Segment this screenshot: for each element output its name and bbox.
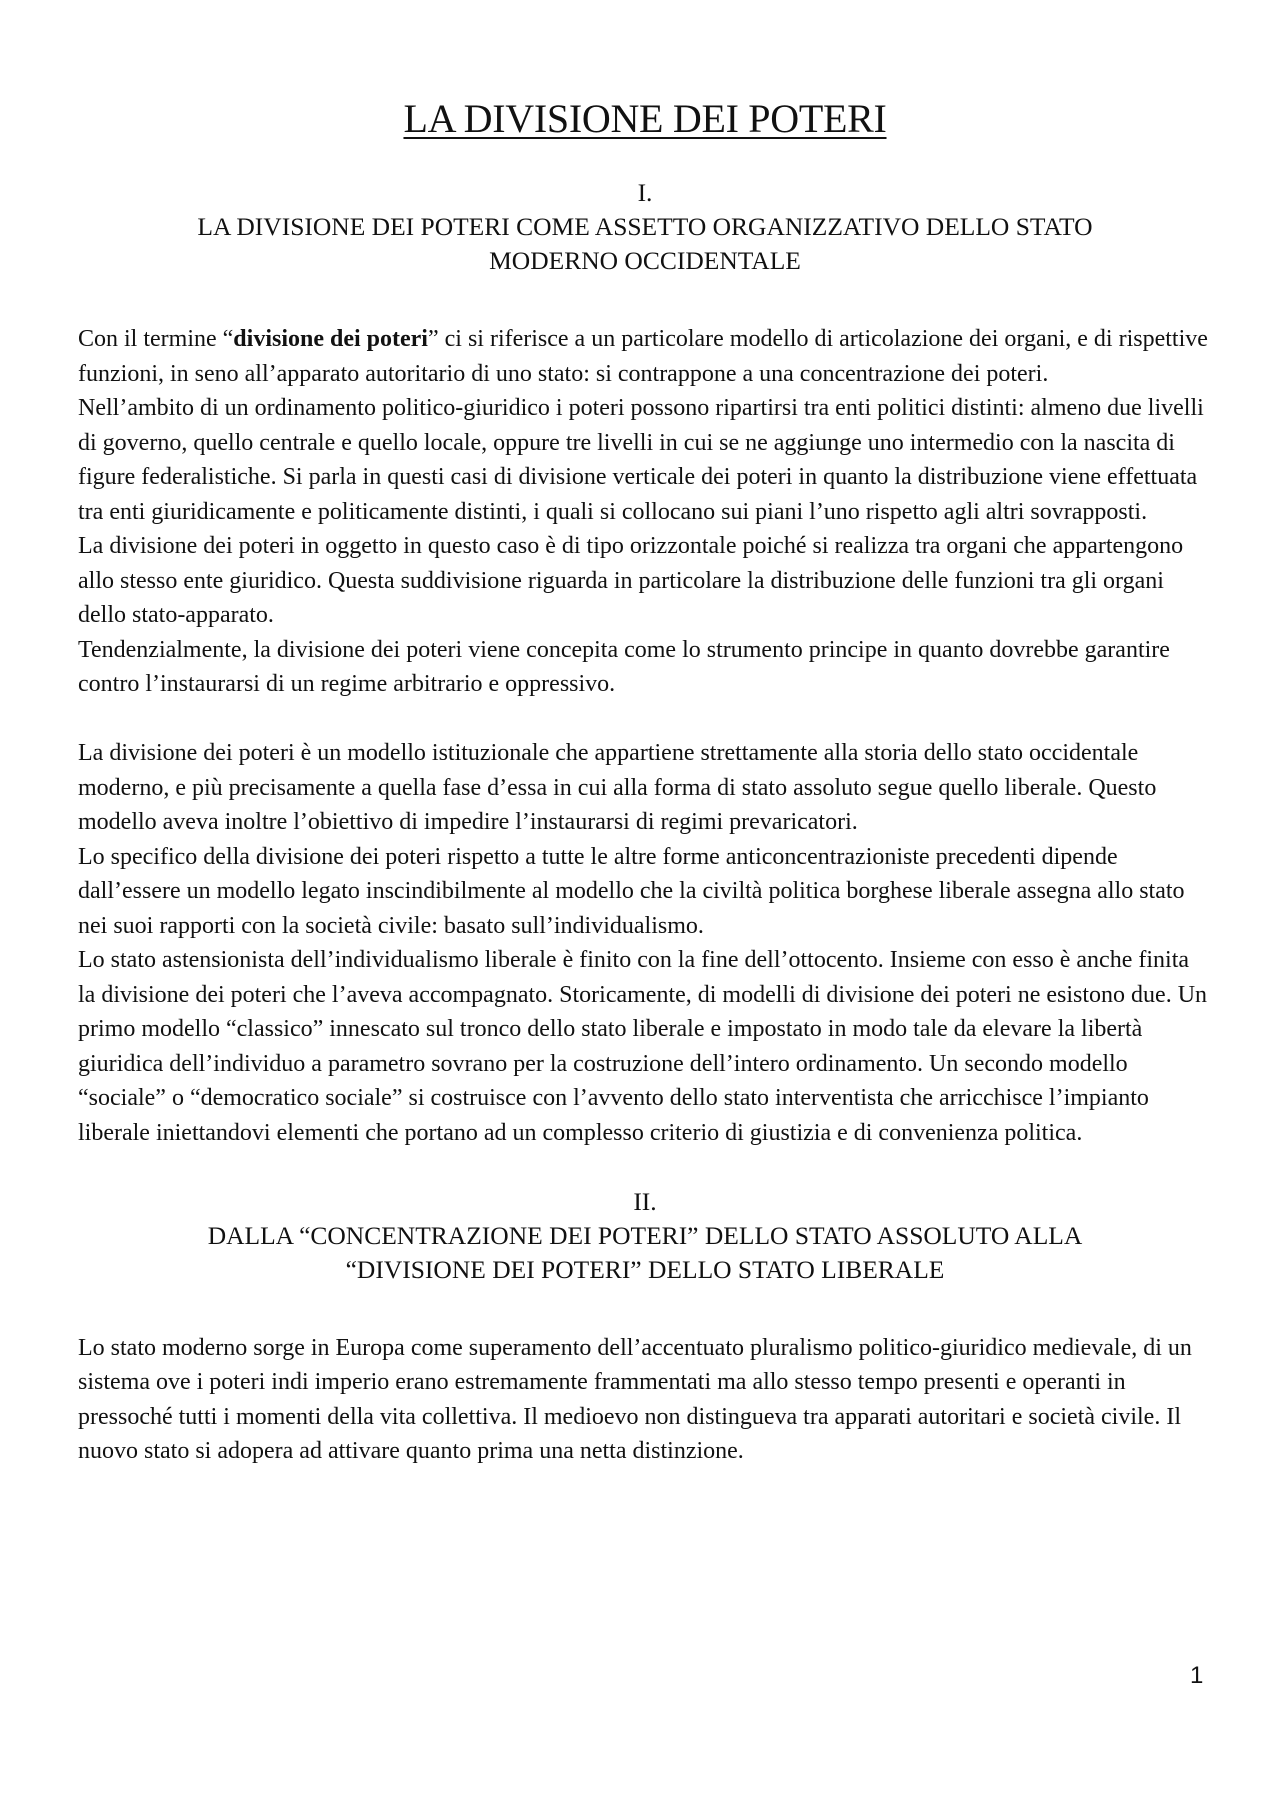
section-2-heading-line-2: “DIVISIONE DEI POTERI” DELLO STATO LIBERALE bbox=[345, 1254, 945, 1284]
page-number: 1 bbox=[1190, 1662, 1204, 1689]
section-1-heading-line-2: MODERNO OCCIDENTALE bbox=[489, 246, 801, 275]
paragraph-1-rest: ” ci si riferisce a un particolare modello di articolazione dei organi, e di rispettive funzioni, in seno all’apparato autoritario di uno stato: si contrappone a una concentrazione dei poteri. bbox=[78, 326, 1208, 387]
term-divisione-dei-poteri: divisione dei poteri bbox=[233, 326, 428, 352]
page-content bbox=[78, 96, 1212, 1469]
document-title: LA DIVISIONE DEI POTERI bbox=[403, 96, 887, 141]
section-2-heading-line-1: DALLA “CONCENTRAZIONE DEI POTERI” DELLO STATO ASSOLUTO ALLA bbox=[207, 1220, 1083, 1250]
section-2-paragraph-1: Lo stato moderno sorge in Europa come superamento dell’accentuato pluralismo politico-giuridico medievale, di un sistema ove i poteri indi imperio erano estremamente frammentati ma allo stesso tempo presenti e operanti in pressoché tutti i momenti della vita collettiva. Il medioevo non distingueva tra apparati autoritari e società civile. Il nuovo stato si adopera ad attivare quanto prima una netta distinzione. bbox=[78, 1334, 1192, 1464]
section-1-paragraph-7: Lo stato astensionista dell’individualismo liberale è finito con la fine dell’ottocento. Insieme con esso è anche finita la divisione dei poteri che l’aveva accompagnato. Storicamente, di modelli di divisione dei poteri ne esistono due. Un primo modello “classico” innescato sul tronco dello stato liberale e impostato in modo tale da elevare la libertà giuridica dell’individuo a parametro sovrano per la costruzione dell’intero ordinamento. Un secondo modello “sociale” o “democratico sociale” si costruisce con l’avvento dello stato interventista che arricchisce l’impianto liberale iniettandovi elementi che portano ad un complesso criterio di giustizia e di convenienza politica. bbox=[78, 947, 1208, 1146]
section-1-paragraph-4: Tendenzialmente, la divisione dei poteri viene concepita come lo strumento principe in quanto dovrebbe garantire contro l’instaurarsi di un regime arbitrario e oppressivo. bbox=[78, 636, 1170, 697]
section-1-paragraph-6: Lo specifico della divisione dei poteri rispetto a tutte le altre forme anticoncentrazioniste precedenti dipende dall’essere un modello legato inscindibilmente al modello che la civiltà politica borghese liberale assegna allo stato nei suoi rapporti con la società civile: basato sull’individualismo. bbox=[78, 843, 1185, 939]
section-1-paragraph-5: La divisione dei poteri è un modello istituzionale che appartiene strettamente alla storia dello stato occidentale moderno, e più precisamente a quella fase d’essa in cui alla forma di stato assoluto segue quello liberale. Questo modello aveva inoltre l’obiettivo di impedire l’instaurarsi di regimi prevaricatori. bbox=[78, 740, 1157, 835]
section-1-paragraph-2: Nell’ambito di un ordinamento politico-giuridico i poteri possono ripartirsi tra enti politici distinti: almeno due livelli di governo, quello centrale e quello locale, oppure tre livelli in cui se ne aggiunge uno intermedio con la nascita di figure federalistiche. Si parla in questi casi di divisione verticale dei poteri in quanto la distribuzione viene effettuata tra enti giuridicamente e politicamente distinti, i quali si collocano sui piani l’uno rispetto agli altri sovrapposti. bbox=[78, 395, 1204, 525]
section-1-paragraph-1 bbox=[78, 322, 1212, 391]
section-1-heading bbox=[78, 176, 1212, 278]
section-1-number: I. bbox=[637, 178, 653, 207]
section-2-number: II. bbox=[633, 1186, 657, 1216]
section-1-paragraph-3: La divisione dei poteri in oggetto in questo caso è di tipo orizzontale poiché si realizza tra organi che appartengono allo stesso ente giuridico. Questa suddivisione riguarda in particolare la distribuzione delle funzioni tra gli organi dello stato-apparato. bbox=[78, 533, 1184, 628]
section-2-heading bbox=[78, 1185, 1212, 1287]
section-1-heading-line-1: LA DIVISIONE DEI POTERI COME ASSETTO ORGANIZZATIVO DELLO STATO bbox=[197, 212, 1093, 241]
paragraph-1-lead: Con il termine “ bbox=[78, 326, 234, 352]
